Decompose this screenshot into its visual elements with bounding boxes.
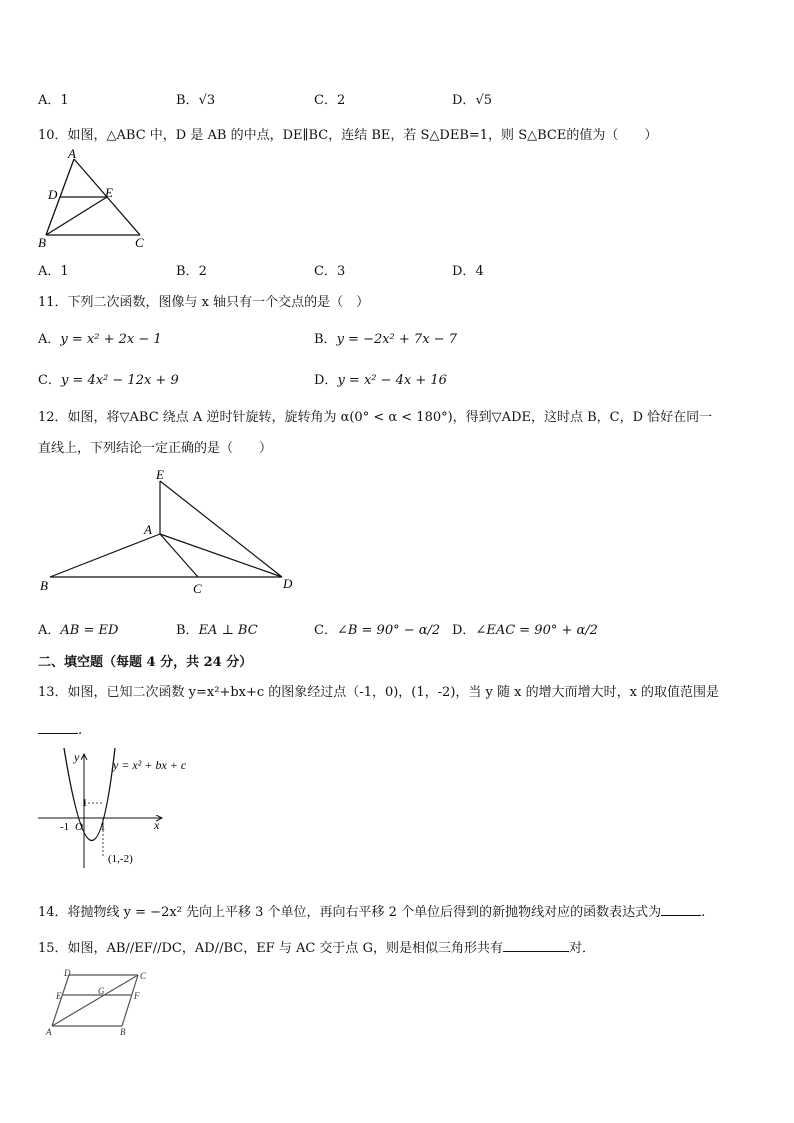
q12-label-b: B (40, 578, 48, 593)
q14-stem: 14．将抛物线 y = −2x² 先向上平移 3 个单位，再向右平移 2 个单位后得到的新抛物线对应的函数表达式为 . (38, 905, 706, 920)
q13-y-label: y (74, 750, 80, 764)
q13-parabola-graph (34, 748, 214, 872)
q12-option-b: B．EA ⊥ BC (176, 623, 258, 638)
q12-label-d: D (283, 576, 293, 591)
q15-label-g: G (98, 986, 105, 996)
q10-option-b: B．2 (176, 264, 207, 279)
q15-label-f: F (134, 991, 140, 1001)
q11-option-b: B．y = −2x² + 7x − 7 (314, 332, 457, 347)
q10-option-c: C．3 (314, 264, 346, 279)
q9-option-d: D．√5 (452, 93, 492, 108)
q15-label-d: D (64, 968, 71, 978)
q9-option-c: C．2 (314, 93, 346, 108)
q10-option-a: A．1 (38, 264, 69, 279)
q13-origin-label: O (75, 821, 83, 833)
q13-parabola-curve (64, 748, 115, 841)
q12-rotation-figure (34, 466, 304, 596)
q12-option-c: C．∠B = 90° − α/2 (314, 623, 441, 638)
section-title: 二、填空题（每题 4 分，共 24 分） (38, 655, 253, 670)
q10-label-a: A (68, 146, 76, 161)
q11-option-d: D．y = x² − 4x + 16 (314, 373, 447, 388)
q11-stem: 11．下列二次函数，图像与 x 轴只有一个交点的是（ ） (38, 295, 370, 310)
q13-answer-line: . (38, 719, 82, 738)
q15-edge-ac (52, 975, 138, 1026)
q13-tick-neg-one: -1 (60, 821, 70, 833)
q15-label-e: E (56, 991, 62, 1001)
q12-option-a: A．AB = ED (38, 623, 119, 638)
q15-parallelogram-figure (40, 968, 150, 1038)
q15-label-b: B (120, 1027, 126, 1037)
q11-option-c: C．y = 4x² − 12x + 9 (38, 373, 179, 388)
q13-tick-y-one: 1 (82, 797, 88, 809)
q13-func-label: y = x² + bx + c (113, 758, 187, 772)
q10-stem: 10．如图，△ABC 中，D 是 AB 的中点，DE∥BC，连结 BE，若 S△DEB=1，则 S△BCE的值为（ ） (38, 128, 658, 143)
q12-label-e: E (156, 467, 164, 482)
q12-label-c: C (193, 581, 202, 596)
q11-option-a: A．y = x² + 2x − 1 (38, 332, 162, 347)
q12-edge-ab (50, 534, 160, 577)
q14-answer-blank[interactable] (661, 903, 701, 916)
q10-edge-be (46, 197, 107, 235)
q13-x-label: x (154, 818, 160, 832)
q10-label-b: B (38, 235, 46, 250)
q12-option-d: D．∠EAC = 90° + α/2 (452, 623, 598, 638)
q13-tick-x-one: 1 (100, 821, 106, 833)
q12-stem-line1: 12．如图，将▽ABC 绕点 A 逆时针旋转，旋转角为 α(0° < α < 180°)，得到▽ADE，这时点 B，C，D 恰好在同一 (38, 410, 713, 425)
q12-label-a: A (144, 522, 152, 537)
q10-label-e: E (105, 185, 113, 200)
q12-edge-ed (160, 481, 282, 577)
q10-triangle-figure (34, 146, 154, 250)
q13-answer-blank[interactable] (38, 719, 78, 734)
q15-label-a: A (46, 1027, 52, 1037)
q10-label-d: D (48, 187, 58, 202)
q13-stem: 13．如图，已知二次函数 y=x²+bx+c 的图象经过点（-1，0)，(1，-2)，当 y 随 x 的增大而增大时，x 的取值范围是 (38, 685, 720, 700)
q12-stem-line2: 直线上，下列结论一定正确的是（ ） (38, 441, 273, 456)
q13-point-label: (1,-2) (108, 853, 133, 865)
q10-option-d: D．4 (452, 264, 484, 279)
q15-stem: 15．如图，AB//EF//DC，AD//BC，EF 与 AC 交于点 G，则是相似三角形共有 对． (38, 941, 595, 956)
q9-option-a: A．1 (38, 93, 69, 108)
q15-label-c: C (140, 971, 147, 981)
q10-label-c: C (135, 235, 144, 250)
q9-option-b: B．√3 (176, 93, 216, 108)
q15-answer-blank[interactable] (503, 939, 569, 952)
